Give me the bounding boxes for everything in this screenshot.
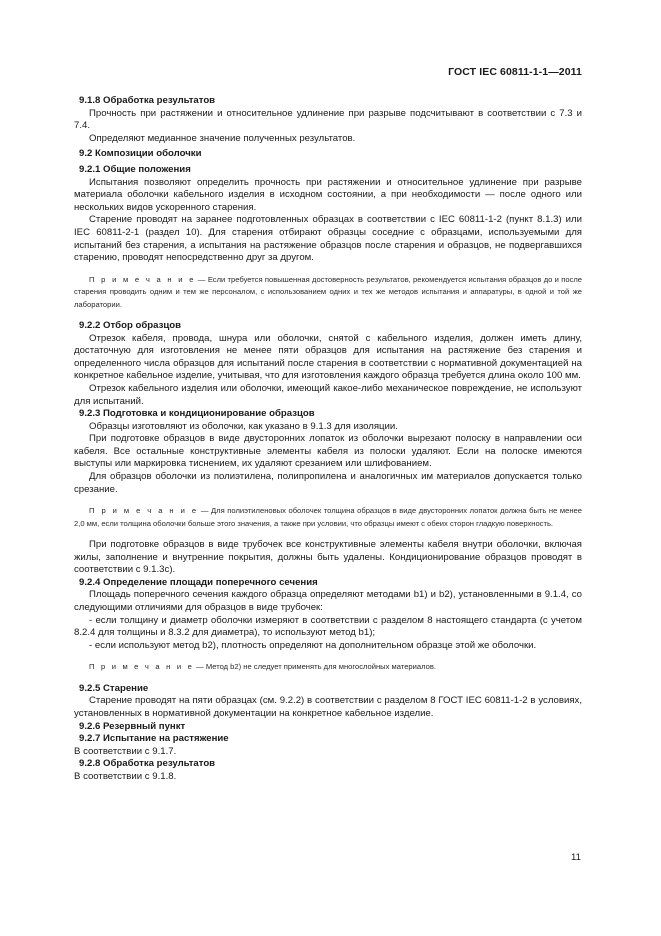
paragraph: Площадь поперечного сечения каждого образца определяют методами b1) и b2), установленными в 9.1.4, со следующими отличиями для образцов в виде трубочек: bbox=[74, 589, 582, 614]
document-header: ГОСТ IEC 60811-1-1—2011 bbox=[448, 66, 582, 78]
note-text: — Метод b2) не следует применять для многослойных материалов. bbox=[194, 662, 437, 672]
paragraph: Старение проводят на пяти образцах (см. 9.2.2) в соответствии с разделом 8 ГОСТ IEC 60811-1-2 в условиях, установленных в нормативной документации на конкретное кабельное изделие. bbox=[74, 695, 582, 719]
section-heading-9-2-3: 9.2.3 Подготовка и кондиционирование образцов bbox=[79, 408, 315, 420]
section-heading-9-2-7: 9.2.7 Испытание на растяжение bbox=[79, 733, 229, 745]
paragraph: При подготовке образцов в виде двусторонних лопаток из оболочки вырезают полоску в направлении оси кабеля. Все остальные конструктивные элементы кабеля из полоски удаляют. Если на полоске имеются выступы или маркировка тиснением, их удаляют срезанием или шлифованием. bbox=[74, 433, 582, 470]
note-text: — Для полиэтиленовых оболочек толщина образцов в виде двусторонних лопаток должна быть не менее 2,0 мм, если толщина оболочки больше этого значения, а также при условии, что образцы имеют с обеих сторон гладкую поверхность. bbox=[74, 506, 582, 528]
paragraph: Образцы изготовляют из оболочки, как указано в 9.1.3 для изоляции. bbox=[89, 420, 398, 432]
note-label: П р и м е ч а н и е bbox=[89, 274, 196, 284]
paragraph: При подготовке образцов в виде трубочек все конструктивные элементы кабеля внутри оболочки, включая жилы, заполнение и внутренние покрытия, должны быть удалены. Кондиционирование образцов проводят в соответствии с 9.1.3с). bbox=[74, 539, 582, 576]
paragraph: Определяют медианное значение полученных результатов. bbox=[89, 132, 356, 144]
paragraph: Для образцов оболочки из полиэтилена, полипропилена и аналогичных им материалов допускается только срезание. bbox=[74, 471, 582, 495]
section-heading-9-2-2: 9.2.2 Отбор образцов bbox=[79, 319, 181, 331]
paragraph: В соответствии с 9.1.7. bbox=[74, 745, 177, 757]
paragraph: Испытания позволяют определить прочность при растяжении и относительное удлинение при разрыве материала оболочки кабельного изделия в исходном состоянии, а при необходимости — после одного или нескольких видов ускоренного старения. bbox=[74, 176, 582, 213]
note-label: П р и м е ч а н и е bbox=[89, 662, 194, 672]
paragraph: Отрезок кабеля, провода, шнура или оболочки, снятой с кабельного изделия, должен иметь длину, достаточную для изготовления не менее пяти образцов для испытания на растяжение без старения и определенного числа образцов для испытаний после старения в соответствии с нормативной документацией на конкретное кабельное изделие, учитывая, что для изготовления каждого образца требуется длина около 100 мм. bbox=[74, 332, 582, 382]
section-heading-9-2-1: 9.2.1 Общие положения bbox=[79, 163, 191, 175]
paragraph: Старение проводят на заранее подготовленных образцах в соответствии с IEC 60811-1-2 (пункт 8.1.3) или IEC 60811-2-1 (раздел 10). Для старения отбирают образцы соседние с образцами, используемыми для испытаний без старения, а испытания на растяжение образцов после старения и образцов, не подвергавшихся старению, проводят непосредственно друг за другом. bbox=[74, 214, 582, 264]
section-heading-9-2-6: 9.2.6 Резервный пункт bbox=[79, 720, 186, 732]
section-heading-9-1-8: 9.1.8 Обработка результатов bbox=[79, 95, 216, 106]
list-item: - если используют метод b2), плотность определяют на дополнительном образце этой же оболочки. bbox=[89, 639, 537, 651]
section-heading-9-2-5: 9.2.5 Старение bbox=[79, 682, 149, 694]
section-heading-9-2-4: 9.2.4 Определение площади поперечного сечения bbox=[79, 576, 318, 588]
page-number: 11 bbox=[571, 852, 581, 863]
note bbox=[74, 274, 582, 311]
paragraph: В соответствии с 9.1.8. bbox=[74, 770, 177, 782]
note bbox=[74, 661, 582, 673]
note-text: — Если требуется повышенная достоверность результатов, рекомендуется испытания образцов до и после старения проводить одним и тем же персоналом, с использованием одних и тех же методов испытания и аппаратуры, в одной и той же лаборатории. bbox=[74, 274, 582, 309]
note bbox=[74, 505, 582, 530]
list-item: - если толщину и диаметр оболочки измеряют в соответствии с разделом 8 настоящего стандарта (с учетом 8.2.4 для толщины и 8.3.2 для диаметра), то используют метод b1); bbox=[74, 614, 582, 639]
note-label: П р и м е ч а н и е bbox=[89, 506, 199, 516]
document-body bbox=[74, 95, 582, 784]
paragraph: Прочность при растяжении и относительное удлинение при разрыве подсчитывают в соответствии с 7.3 и 7.4. bbox=[74, 107, 582, 132]
paragraph: Отрезок кабельного изделия или оболочки, имеющий какое-либо механическое повреждение, не используют для испытаний. bbox=[74, 382, 582, 407]
section-heading-9-2: 9.2 Композиции оболочки bbox=[79, 148, 202, 160]
section-heading-9-2-8: 9.2.8 Обработка результатов bbox=[79, 758, 216, 770]
